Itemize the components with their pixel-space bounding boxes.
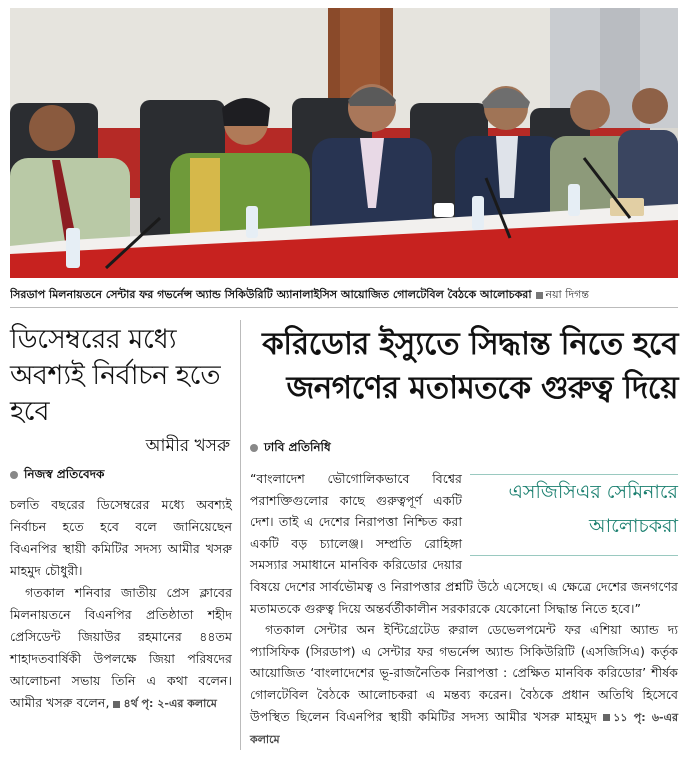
- photo-credit: নয়া দিগন্ত: [545, 288, 589, 301]
- square-bullet-icon: [536, 292, 543, 299]
- main-headline-line-1: করিডোর ইস্যুতে সিদ্ধান্ত নিতে হবে: [262, 326, 678, 362]
- main-continued-text: ১১ পৃ: ৬-এর কলামে: [250, 710, 678, 747]
- main-headline-line-2: জনগণের মতামতকে গুরুত্ব দিয়ে: [286, 370, 678, 406]
- news-photo: [10, 8, 678, 278]
- main-byline: [250, 439, 331, 459]
- main-paragraph-1: “বাংলাদেশ ভৌগোলিকভাবে বিশ্বের পরাশক্তিগুলোর কাছে গুরুত্বপূর্ণ একটি দেশ। তাই এ দেশের নিরাপত্তা নিশ্চিত করা একটি বড় চ্যালেঞ্জ। সম্প্রতি রোহিঙ্গা সমস্যার সমাধানে মানবিক করিডোর দেয়ার বিষয়ে দেশের সার্বভৌমত্ব ও নিরাপত্তার প্রশ্নটি উঠে এসেছে। এ ক্ষেত্রে দেশের জনগণের মতামতকে গুরুত্ব দিয়ে অন্তর্বর্তীকালীন সরকারকে যেকোনো সিদ্ধান্ত নিতে হবে।”: [250, 471, 678, 616]
- main-headline: [250, 322, 678, 410]
- main-paragraph-2-text: গতকাল সেন্টার অন ইন্টিগ্রেটেড রুরাল ডেভেলপমেন্ট ফর এশিয়া অ্যান্ড দ্য প্যাসিফিক (সিরডাপ) এ সেন্টার ফর গভর্নেন্স অ্যান্ড সিকিউরিটি (এসজিসিএ) কর্তৃক আয়োজিত ‘বাংলাদেশের ভূ-রাজনৈতিক নিরাপত্তা : প্রেক্ষিত মানবিক করিডোর’ শীর্ষক গোলটেবিল বৈঠকে আলোচকরা এ মন্তব্য করেন। বৈঠকে প্রধান অতিথি হিসেবে উপস্থিত ছিলেন বিএনপির স্থায়ী কমিটির সদস্য আমীর খসরু মাহমুদ: [250, 622, 678, 724]
- left-byline: [10, 466, 104, 486]
- photo-caption-text: সিরডাপ মিলনায়তনে সেন্টার ফর গভর্নেন্স অ্যান্ড সিকিউরিটি অ্যানালাইসিস আয়োজিত গোলটেবিল বৈঠকে আলোচকরা: [10, 288, 532, 301]
- square-bullet-icon: [603, 714, 610, 721]
- left-headline: ডিসেম্বরের মধ্যে অবশ্যই নির্বাচন হতে হবে: [10, 324, 221, 427]
- left-byline-text: নিজস্ব প্রতিবেদক: [24, 467, 105, 481]
- left-paragraph-1: চলতি বছরের ডিসেম্বরের মধ্যে অবশ্যই নির্বাচন হতে হবে বলে জানিয়েছেন বিএনপির স্থায়ী কমিটির সদস্য আমীর খসরু মাহমুদ চৌধুরী।: [10, 497, 232, 578]
- bullet-icon: [10, 471, 18, 479]
- left-article-body: [10, 494, 232, 715]
- pullout-line-1: এসজিসিএর সেমিনারে: [508, 481, 678, 503]
- main-article-body: [250, 468, 678, 751]
- left-paragraph-2-text: গতকাল শনিবার জাতীয় প্রেস ক্লাবের মিলনায়তনে বিএনপির প্রতিষ্ঠাতা শহীদ প্রেসিডেন্ট জিয়াউর রহমানের ৪৪তম শাহাদতবার্ষিকী উপলক্ষে জিয়া পরিষদের আলোচনা সভায় তিনি এ কথা বলেন। আমীর খসরু বলেন,: [10, 585, 232, 710]
- pullout-line-2: আলোচকরা: [589, 515, 678, 537]
- left-continued: [113, 697, 216, 710]
- main-byline-text: ঢাবি প্রতিনিধি: [264, 440, 331, 454]
- left-author: আমীর খসরু: [145, 436, 230, 456]
- left-paragraph-2: [10, 582, 232, 715]
- square-bullet-icon: [113, 701, 120, 708]
- column-divider: [240, 320, 241, 750]
- main-paragraph-2: [250, 619, 678, 751]
- left-continued-text: ৪র্থ পৃ: ২-এর কলামে: [123, 697, 217, 710]
- pullout-box: [470, 474, 678, 556]
- photo-caption: [10, 284, 678, 306]
- caption-divider: [10, 307, 678, 308]
- bullet-icon: [250, 444, 258, 452]
